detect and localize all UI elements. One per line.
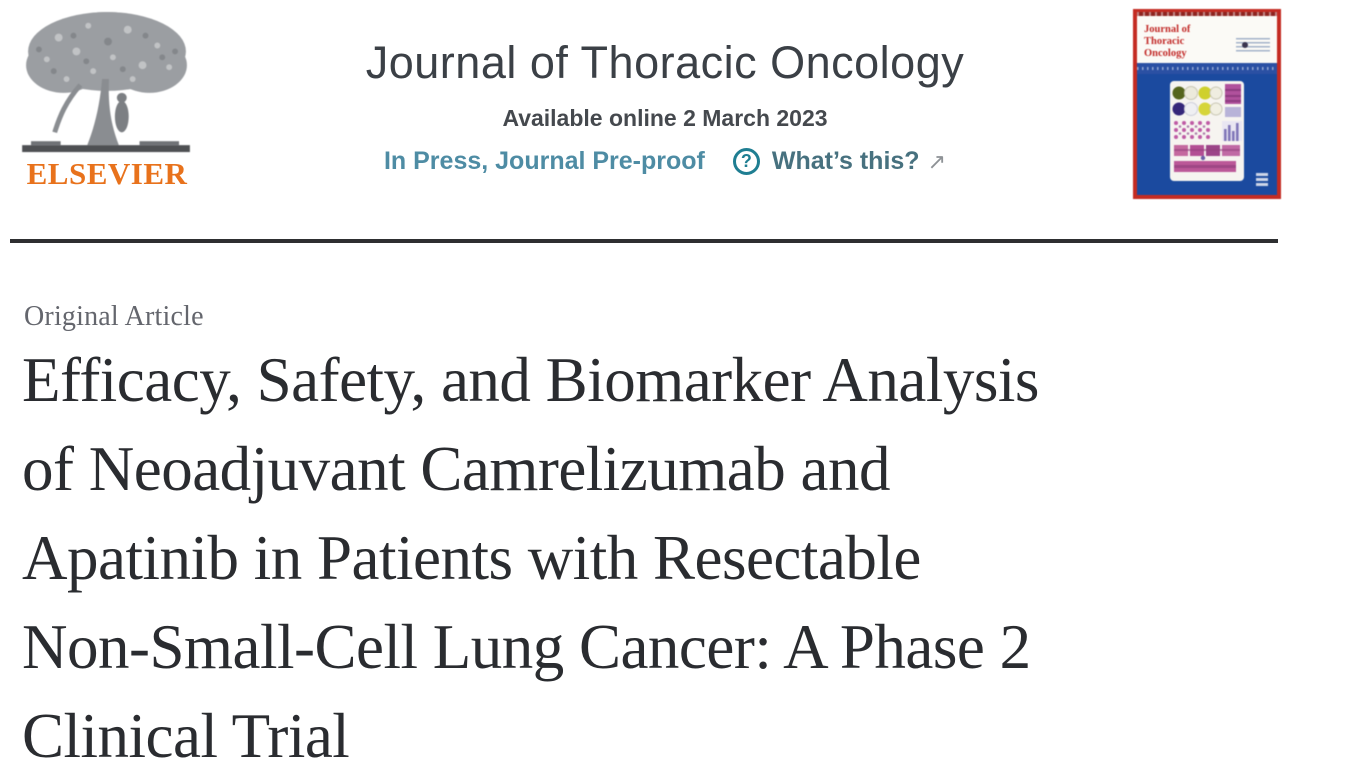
elsevier-tree-icon xyxy=(18,8,196,156)
article-title-line: Clinical Trial xyxy=(22,701,350,760)
cover-blue-band xyxy=(1137,63,1277,74)
in-press-row xyxy=(250,147,1080,176)
cover-society-emblem xyxy=(1236,38,1270,53)
cover-top-strip xyxy=(1137,12,1277,16)
cover-publisher-mark xyxy=(1256,173,1268,188)
elsevier-logo[interactable] xyxy=(18,8,196,192)
journal-cover-thumbnail[interactable] xyxy=(1133,9,1281,199)
external-link-arrow-icon: ↗ xyxy=(927,148,947,174)
cover-figure-art xyxy=(1170,81,1244,181)
whats-this-link[interactable]: What’s this? xyxy=(771,147,920,175)
cover-journal-title: Journal of Thoracic Oncology xyxy=(1144,24,1191,59)
journal-title-link[interactable]: Journal of Thoracic Oncology xyxy=(365,37,965,88)
article-title-line: Non-Small-Cell Lung Cancer: A Phase 2 xyxy=(22,612,1031,682)
article-title xyxy=(22,336,1342,760)
cover-emblem-dot xyxy=(1242,42,1248,48)
cover-body xyxy=(1137,74,1277,195)
header-divider-rule xyxy=(10,239,1278,243)
cover-figure-panel xyxy=(1170,81,1244,181)
elsevier-wordmark: ELSEVIER xyxy=(26,156,188,191)
journal-info xyxy=(250,36,1080,176)
article-type-label: Original Article xyxy=(24,301,204,332)
available-online-date: Available online 2 March 2023 xyxy=(502,105,828,131)
article-title-line: of Neoadjuvant Camrelizumab and xyxy=(22,434,890,504)
cover-masthead xyxy=(1137,16,1277,63)
in-press-link[interactable]: In Press, Journal Pre-proof xyxy=(383,147,705,175)
article-title-line: Efficacy, Safety, and Biomarker Analysis xyxy=(22,345,1039,415)
help-question-icon[interactable]: ? xyxy=(733,148,760,175)
article-title-line: Apatinib in Patients with Resectable xyxy=(22,523,921,593)
